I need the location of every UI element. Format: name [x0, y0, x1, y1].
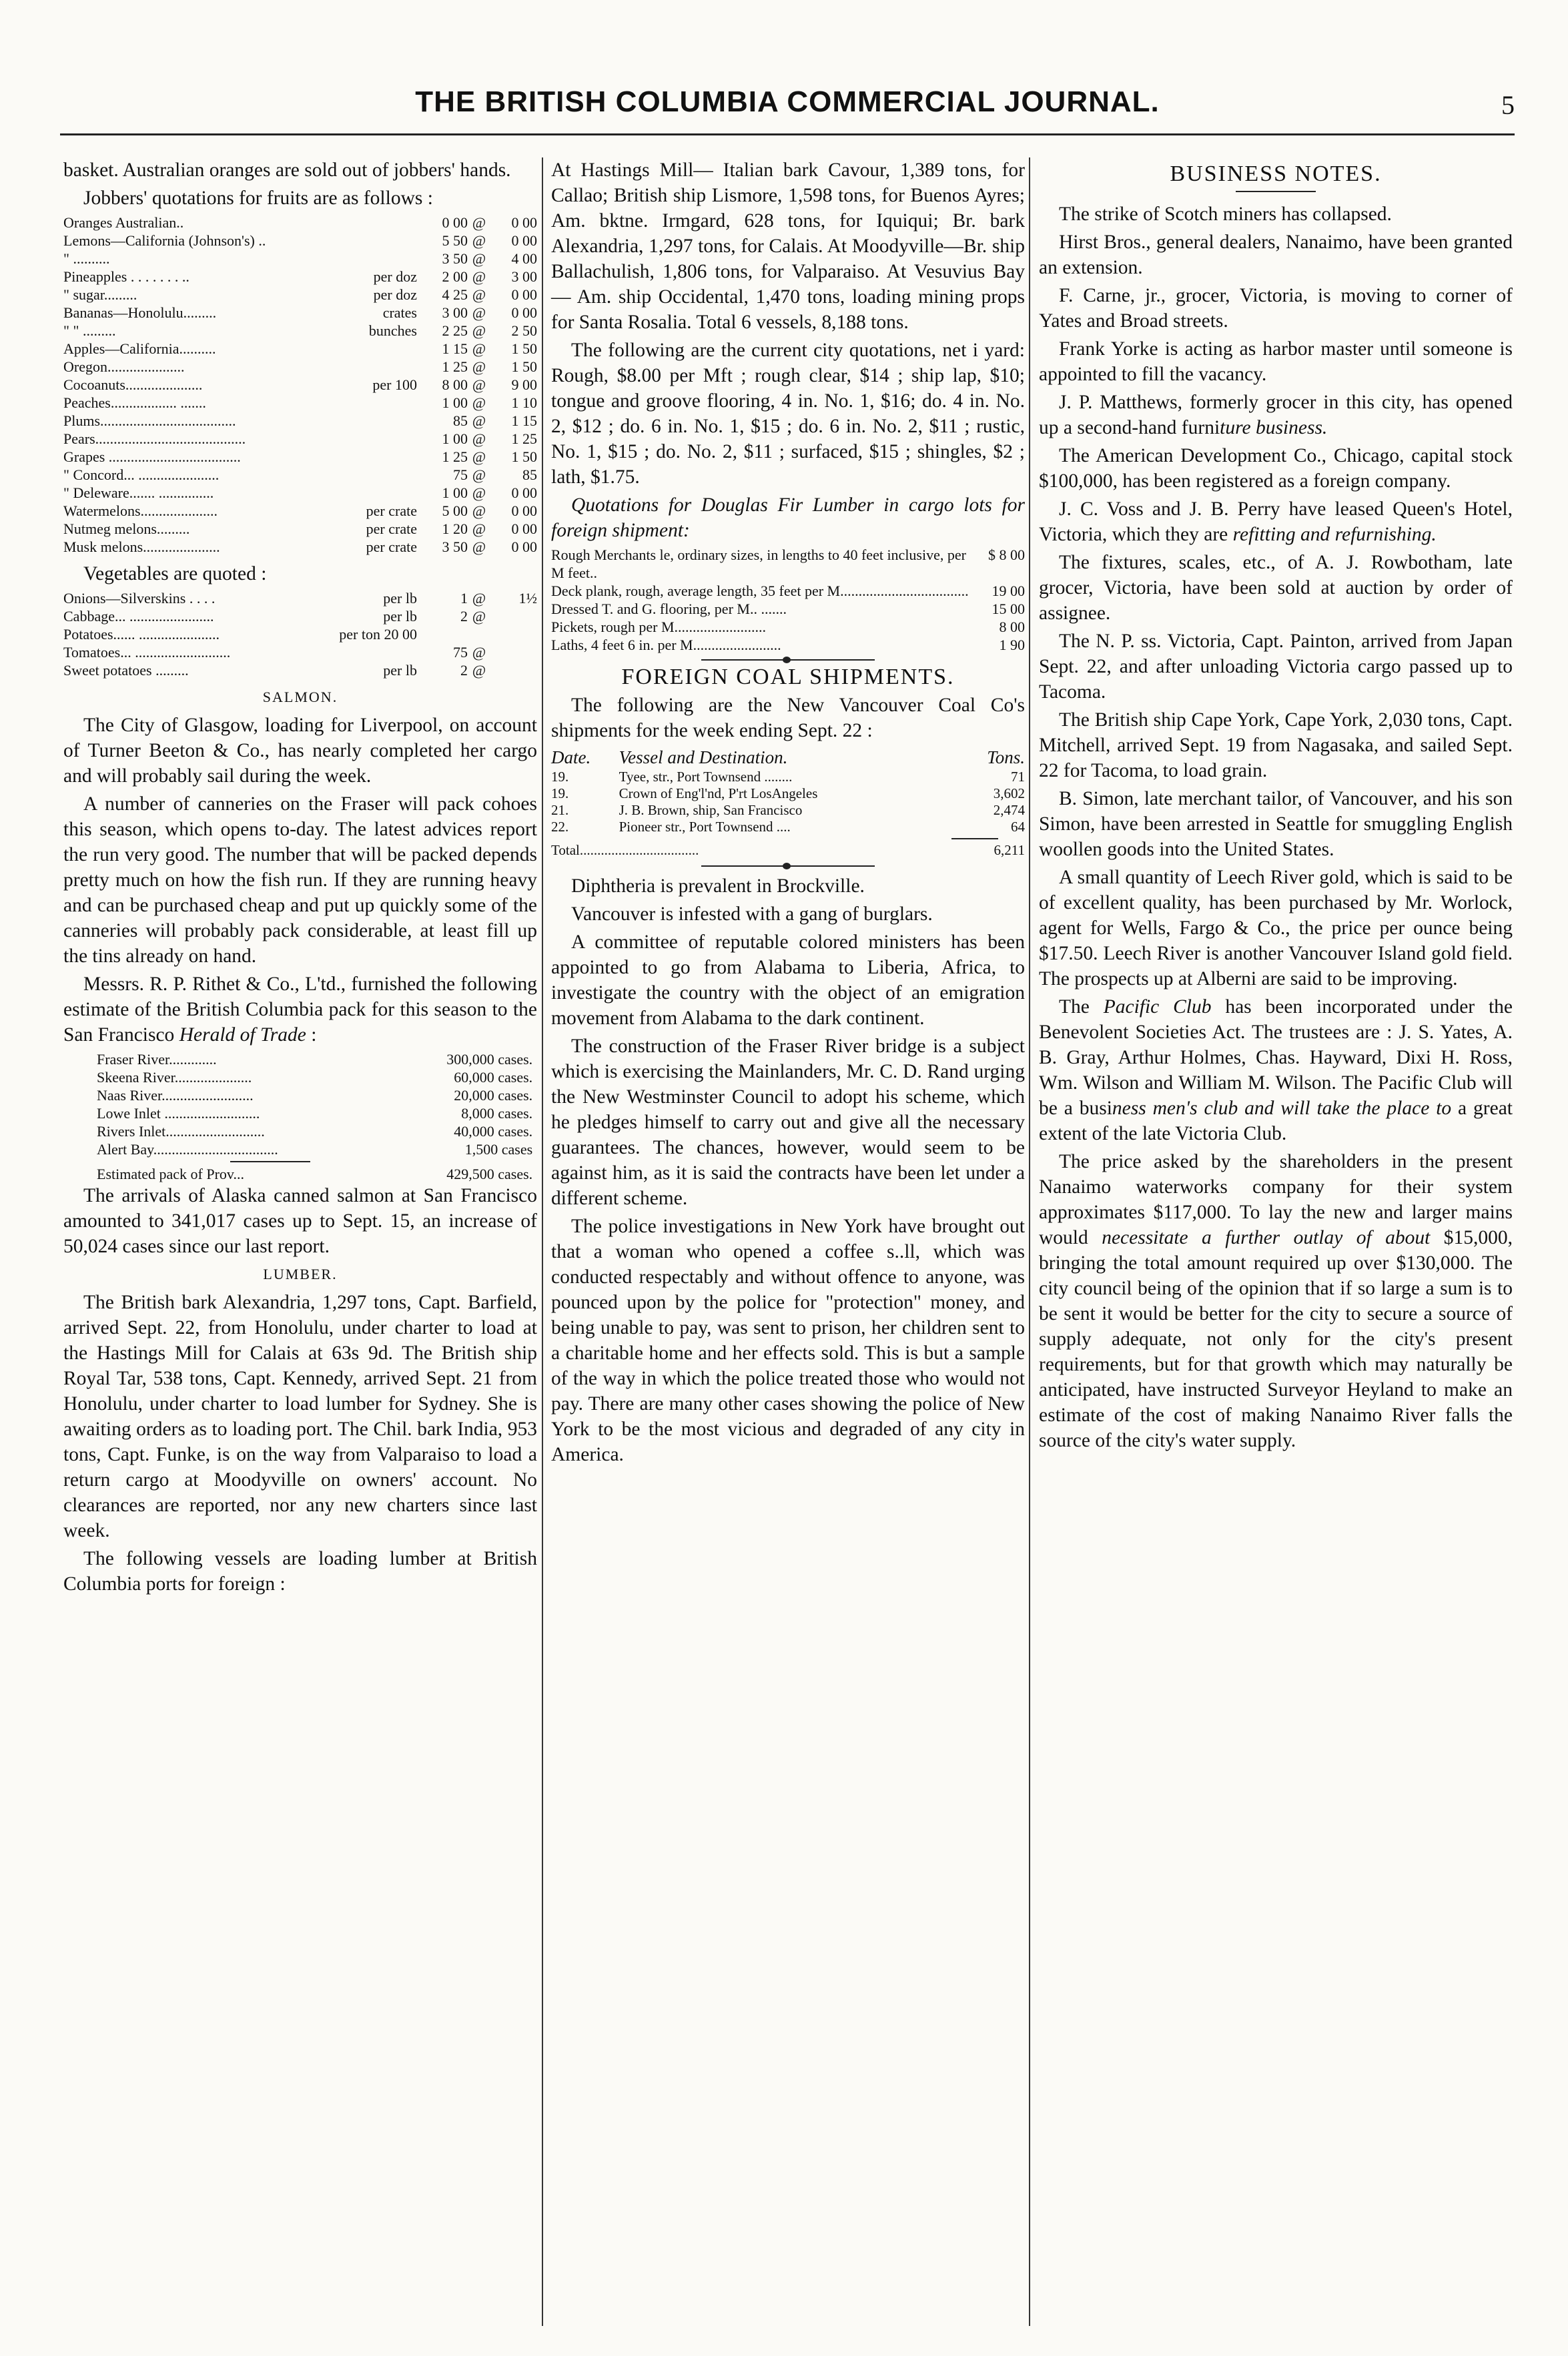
table-row [63, 661, 537, 679]
paragraph [1039, 496, 1513, 547]
ornamental-rule [701, 659, 875, 661]
table-cell: 1 25 [442, 358, 468, 375]
table-cell [304, 643, 421, 661]
table-cell [345, 484, 421, 502]
table-cell: Crown of Eng'l'nd, P'rt LosAngeles [619, 785, 818, 801]
table-cell: 75 [453, 644, 468, 661]
paragraph: The strike of Scotch miners has collapsed. [1059, 204, 1392, 225]
paragraph: Quotations for Douglas Fir Lumber in cargo lots for foreign shipment: [551, 494, 1025, 541]
paragraph: F. Carne, jr., grocer, Victoria, is moving to corner of Yates and Broad streets. [1039, 285, 1513, 332]
column-header: Date. [551, 747, 591, 767]
table-cell [345, 412, 421, 430]
paragraph: Frank Yorke is acting as harbor master until someone is appointed to fill the vacancy. [1039, 338, 1513, 385]
table-cell: 1,500 cases [464, 1141, 533, 1158]
table-cell: Lemons—California (Johnson's) .. [63, 232, 266, 249]
table-cell: Cabbage... ....................... [63, 608, 214, 625]
table-cell: 22. [551, 819, 569, 835]
vegetable-quotations-table [63, 589, 537, 679]
column-divider-1 [542, 157, 543, 2326]
table-cell: 3 00 [442, 304, 468, 321]
table-row [63, 643, 537, 661]
table-row [551, 636, 1025, 654]
coal-shipments-table [551, 746, 1025, 835]
table-row [551, 819, 1025, 835]
table-row [63, 214, 537, 232]
table-row [551, 842, 1025, 859]
table-cell: 0 00 [511, 286, 537, 303]
table-cell: Nutmeg melons......... [63, 520, 190, 537]
table-row [63, 394, 537, 412]
table-row [97, 1050, 532, 1068]
table-cell: Musk melons..................... [63, 538, 220, 555]
table-cell: per lb [383, 662, 417, 679]
table-cell: Estimated pack of Prov... [97, 1166, 244, 1182]
table-row [97, 1086, 532, 1104]
at-sign: @ [472, 538, 486, 555]
table-cell: bunches [368, 322, 417, 339]
table-cell: 4 00 [511, 250, 537, 267]
table-cell: 2 50 [511, 322, 537, 339]
short-rule [1236, 191, 1316, 192]
table-cell: 1 50 [511, 358, 537, 375]
sum-rule [951, 838, 998, 839]
at-sign [468, 625, 490, 643]
salmon-pack-table [97, 1050, 532, 1158]
table-cell: Oregon..................... [63, 358, 185, 375]
table-cell: 19 00 [992, 582, 1025, 599]
at-sign: @ [472, 358, 486, 375]
table-cell: Lowe Inlet .......................... [97, 1105, 260, 1122]
at-sign: @ [472, 608, 486, 625]
table-cell [345, 358, 421, 376]
paragraph: The following are the New Vancouver Coal Co's shipments for the week ending Sept. 22 : [551, 695, 1025, 741]
table-cell: 3 50 [442, 250, 468, 267]
table-cell: 2 [460, 608, 468, 625]
table-cell: 20,000 cases. [454, 1087, 533, 1104]
table-row [551, 582, 1025, 600]
table-cell: 2 [460, 662, 468, 679]
table-cell: 64 [1011, 819, 1025, 835]
table-cell: J. B. Brown, ship, San Francisco [619, 802, 803, 818]
table-cell: Cocoanuts..................... [63, 376, 203, 393]
at-sign: @ [472, 376, 486, 393]
ornamental-rule [701, 865, 875, 867]
at-sign: @ [472, 322, 486, 339]
table-cell: Peaches.................. ....... [63, 394, 206, 411]
at-sign: @ [472, 250, 486, 267]
text-run: J. P. Matthews, formerly grocer in this city, has opened up a second-hand furni [1039, 392, 1513, 438]
table-row [63, 625, 537, 643]
table-cell: 60,000 cases. [454, 1069, 533, 1086]
at-sign: @ [472, 268, 486, 285]
table-cell: 1 50 [511, 448, 537, 465]
table-row [551, 618, 1025, 636]
paragraph: A small quantity of Leech River gold, which is said to be of excellent quality, has been purchased by Mr. Worlock, agent for Wells, Fargo & Co., the price per ounce being $17.50. Leech River is another Vancouver Island gold field. The prospects up at Alberni are said to be improving. [1039, 867, 1513, 990]
table-cell: " sugar......... [63, 286, 137, 303]
paragraph: Hirst Bros., general dealers, Nanaimo, have been granted an extension. [1039, 232, 1513, 278]
table-cell: Plums..................................... [63, 412, 236, 429]
table-cell: 8 00 [442, 376, 468, 393]
table-cell: per crate [366, 502, 417, 519]
douglas-fir-table [551, 546, 1025, 654]
table-cell [421, 625, 468, 643]
table-cell [490, 607, 537, 625]
paragraph: The American Development Co., Chicago, capital stock $100,000, has been registered as a foreign company. [1039, 445, 1513, 492]
at-sign: @ [472, 590, 486, 607]
at-sign: @ [472, 520, 486, 537]
table-cell: 0 00 [511, 214, 537, 231]
table-cell: per crate [366, 520, 417, 537]
table-row [63, 502, 537, 520]
paragraph: The arrivals of Alaska canned salmon at San Francisco amounted to 341,017 cases up to Sept. 15, an increase of 50,024 cases since our last report. [63, 1185, 537, 1257]
table-row [63, 358, 537, 376]
table-cell: 0 00 [442, 214, 468, 231]
table-row [97, 1165, 532, 1183]
table-row [63, 538, 537, 556]
table-cell: 71 [1011, 769, 1025, 785]
paragraph [1039, 1149, 1513, 1453]
table-cell: 0 00 [511, 484, 537, 501]
paragraph: The following vessels are loading lumber at British Columbia ports for foreign : [63, 1548, 537, 1595]
publication-name: Herald of Trade [179, 1024, 306, 1046]
at-sign: @ [472, 502, 486, 519]
table-cell: 5 00 [442, 502, 468, 519]
table-cell: 3 50 [442, 538, 468, 555]
table-cell: Tyee, str., Port Townsend ........ [619, 769, 793, 785]
table-cell: Pears......................................... [63, 430, 246, 447]
table-row [63, 466, 537, 484]
table-cell: Naas River......................... [97, 1087, 254, 1104]
table-cell: 3 00 [511, 268, 537, 285]
table-cell: Rough Merchants le, ordinary sizes, in lengths to 40 feet inclusive, per M feet.. [551, 546, 966, 581]
table-row [97, 1104, 532, 1122]
table-cell: 6,211 [994, 842, 1025, 858]
paragraph [63, 971, 537, 1048]
at-sign: @ [472, 412, 486, 429]
at-sign: @ [472, 340, 486, 357]
paragraph [1039, 994, 1513, 1146]
table-row [63, 484, 537, 502]
header-rule [60, 133, 1515, 135]
paragraph [1039, 390, 1513, 440]
at-sign: @ [472, 430, 486, 447]
section-heading-coal: FOREIGN COAL SHIPMENTS. [621, 665, 955, 689]
table-row [63, 232, 537, 250]
table-row [97, 1068, 532, 1086]
table-cell: 1 50 [511, 340, 537, 357]
at-sign: @ [472, 304, 486, 321]
table-cell: 3,602 [993, 785, 1025, 801]
table-cell: Watermelons..................... [63, 502, 218, 519]
at-sign: @ [472, 662, 486, 679]
table-cell: Pioneer str., Port Townsend .... [619, 819, 791, 835]
text-run: necessitate a further outlay of about [1102, 1227, 1431, 1248]
table-row [63, 412, 537, 430]
paragraph: basket. Australian oranges are sold out of jobbers' hands. [63, 159, 511, 181]
masthead-title: THE BRITISH COLUMBIA COMMERCIAL JOURNAL. [415, 85, 1160, 118]
table-cell: Skeena River..................... [97, 1069, 252, 1086]
paragraph: Vegetables are quoted : [83, 563, 267, 584]
table-row [63, 589, 537, 607]
table-cell [490, 643, 537, 661]
table-cell: 1 25 [442, 448, 468, 465]
paragraph: B. Simon, late merchant tailor, of Vancouver, and his son Simon, have been arrested in Seattle for smuggling English woollen goods into the United States. [1039, 788, 1513, 860]
table-cell: 19. [551, 769, 569, 785]
table-cell: per doz [373, 268, 417, 285]
table-cell: Apples—California.......... [63, 340, 216, 357]
salmon-pack-total [97, 1165, 532, 1183]
table-cell: 21. [551, 802, 569, 818]
text-run: ness men's club and will take the place to [1112, 1098, 1452, 1119]
text-run: ture business. [1220, 417, 1328, 438]
column-1 [63, 157, 537, 1599]
table-cell: 1 15 [511, 412, 537, 429]
table-row [97, 1122, 532, 1140]
at-sign: @ [472, 466, 486, 483]
table-cell [345, 340, 421, 358]
table-cell: Bananas—Honolulu......... [63, 304, 217, 321]
table-cell: 1 15 [442, 340, 468, 357]
at-sign: @ [472, 232, 486, 249]
table-row [63, 520, 537, 538]
table-cell: 0 00 [511, 232, 537, 249]
table-row [63, 322, 537, 340]
table-cell: 4 25 [442, 286, 468, 303]
table-cell: 40,000 cases. [454, 1123, 533, 1140]
table-cell: 0 00 [511, 538, 537, 555]
table-row [551, 785, 1025, 802]
coal-total [551, 842, 1025, 859]
paragraph: The British ship Cape York, Cape York, 2,030 tons, Capt. Mitchell, arrived Sept. 19 from Nagasaka, and sailed Sept. 22 for Tacoma, to load grain. [1039, 709, 1513, 781]
table-cell: Pickets, rough per M......................... [551, 619, 767, 635]
table-row [63, 250, 537, 268]
table-cell: " Deleware....... ............... [63, 484, 214, 501]
table-cell: Onions—Silverskins . . . . [63, 590, 216, 607]
section-heading-business-notes: BUSINESS NOTES. [1170, 161, 1382, 186]
table-cell: 1 00 [442, 484, 468, 501]
table-cell: 1 90 [999, 637, 1025, 653]
table-row [551, 600, 1025, 618]
table-cell: per crate [366, 538, 417, 555]
column-header: Vessel and Destination. [619, 747, 788, 767]
at-sign: @ [472, 214, 486, 231]
section-heading-salmon: SALMON. [262, 689, 338, 705]
paragraph: The City of Glasgow, loading for Liverpool, on account of Turner Beeton & Co., has nearly completed her cargo and will probably sail during the week. [63, 715, 537, 787]
fruit-quotations-table [63, 214, 537, 556]
table-cell: per ton 20 00 [339, 626, 417, 643]
table-cell: Dressed T. and G. flooring, per M.. ....... [551, 601, 787, 617]
paragraph: The following are the current city quotations, net i yard: Rough, $8.00 per Mft ; rough clear, $14 ; ship lap, $10; tongue and groove flooring, 4 in. No. 1, $16; do. 4 in. No. 2, $12 ; do. 6 in. No. 1, $15 ; do. 6 in. No. 2, $11 ; rustic, No. 1, $15 ; do. No. 2, $11 ; surfaced, $15 ; shingles, $2 ; lath, $1.75. [551, 340, 1025, 488]
table-row [551, 769, 1025, 785]
table-cell: Alert Bay.................................. [97, 1141, 278, 1158]
table-cell: per 100 [372, 376, 417, 393]
table-cell [490, 625, 537, 643]
section-heading-lumber: LUMBER. [263, 1266, 338, 1282]
column-2 [551, 157, 1025, 1470]
paragraph: A number of canneries on the Fraser will pack cohoes this season, which opens to-day. The latest advices report the run very good. The number that will be packed depends pretty much on how the fish run. If they are running heavy and can be purchased cheap and put up quickly some of the canneries will probably pack considerable, at least fill up the tins already on hand. [63, 793, 537, 967]
text-run: Pacific Club [1103, 996, 1212, 1018]
table-cell: Fraser River............. [97, 1051, 217, 1068]
table-cell: 15 00 [992, 601, 1025, 617]
column-3 [1039, 157, 1513, 1456]
table-cell [345, 466, 421, 484]
table-cell: 1 20 [442, 520, 468, 537]
table-cell: 8 00 [999, 619, 1025, 635]
table-cell: 1½ [518, 590, 537, 607]
text-run: $15,000, bringing the total amount required up over $130,000. The city council being of the opinion that if so large a sum is to be sent it would be better for the city to secure a source of supply adequate, not only for the city's present requirements, but for that growth which may naturally be anticipated, have instructed Surveyor Heyland to make an estimate of the cost of making Nanaimo River falls the source of the city's water supply. [1039, 1227, 1513, 1451]
table-cell: 75 [453, 466, 468, 483]
paragraph: Jobbers' quotations for fruits are as follows : [83, 187, 433, 209]
paragraph: Vancouver is infested with a gang of burglars. [571, 903, 933, 925]
page-number: 5 [1501, 90, 1515, 120]
paragraph: A committee of reputable colored ministers has been appointed to go from Alabama to Liberia, Africa, to investigate the country with the object of an emigration movement from Alabama to the dark continent. [551, 931, 1025, 1029]
table-cell: per lb [383, 608, 417, 625]
table-cell: 300,000 cases. [446, 1051, 533, 1068]
at-sign: @ [472, 286, 486, 303]
table-row [97, 1140, 532, 1158]
table-cell: 1 00 [442, 394, 468, 411]
table-cell: Grapes .................................... [63, 448, 241, 465]
table-cell: 0 00 [511, 304, 537, 321]
table-cell: " " ......... [63, 322, 116, 339]
table-cell: 0 00 [511, 520, 537, 537]
table-cell: 1 10 [511, 394, 537, 411]
table-row [63, 340, 537, 358]
table-cell: 85 [453, 412, 468, 429]
page-header [60, 85, 1515, 125]
text-run: The price asked by the shareholders in the present Nanaimo waterworks company for their system approximates $117,000. To lay the new and larger mains would [1039, 1151, 1513, 1248]
column-header: Tons. [987, 747, 1025, 767]
table-row [551, 802, 1025, 819]
table-cell: 1 [460, 590, 468, 607]
table-cell: 0 00 [511, 502, 537, 519]
column-divider-2 [1029, 157, 1030, 2326]
paragraph: The N. P. ss. Victoria, Capt. Painton, arrived from Japan Sept. 22, and after unloading Victoria cargo passed up to Tacoma. [1039, 631, 1513, 703]
text-run: a great extent of the late Victoria Club. [1039, 1098, 1513, 1144]
table-cell [345, 232, 421, 250]
table-cell: Pineapples . . . . . . . .. [63, 268, 189, 285]
paragraph: The fixtures, scales, etc., of A. J. Rowbotham, late grocer, Victoria, have been sold at auction by order of assignee. [1039, 552, 1513, 624]
table-row [63, 448, 537, 466]
table-row [63, 268, 537, 286]
text-run: J. C. Voss and J. B. Perry have leased Queen's Hotel, Victoria, which they are [1039, 498, 1513, 545]
sum-rule [230, 1161, 310, 1162]
paragraph: Diphtheria is prevalent in Brockville. [571, 875, 865, 897]
paragraph: The British bark Alexandria, 1,297 tons, Capt. Barfield, arrived Sept. 22, from Honolulu, under charter to load at the Hastings Mill for Calais at 63s 9d. The British ship Royal Tar, 538 tons, Capt. Kennedy, arrived Sept. 21 from Honolulu, under charter to load lumber for Sydney. She is awaiting orders as to loading port. The Chil. bark India, 953 tons, Capt. Funke, is on the way from Valparaiso to load a return cargo at Moodyville on owners' account. No clearances are reported, nor any new charters since last week. [63, 1292, 537, 1541]
table-row [63, 430, 537, 448]
table-header-row [551, 746, 1025, 769]
table-cell: 1 25 [511, 430, 537, 447]
table-cell: per doz [373, 286, 417, 303]
table-cell [345, 448, 421, 466]
table-cell: 2 25 [442, 322, 468, 339]
table-cell: per lb [383, 590, 417, 607]
table-row [63, 607, 537, 625]
table-cell [345, 394, 421, 412]
table-cell: 2 00 [442, 268, 468, 285]
at-sign: @ [472, 448, 486, 465]
text-run: Messrs. R. P. Rithet & Co., L'td., furnished the following estimate of the British Columbia pack for this season to the San Francisco [63, 973, 537, 1046]
text-run: The [1059, 996, 1104, 1018]
table-cell: Sweet potatoes ......... [63, 662, 189, 679]
at-sign: @ [472, 484, 486, 501]
table-cell [345, 430, 421, 448]
table-row [551, 546, 1025, 582]
paragraph: The police investigations in New York have brought out that a woman who opened a coffee s..ll, which was conducted respectably and without offence to anyone, was pounced upon by the police for "protection" money, and being unable to pay, was sent to prison, her children sent to a charitable home and her effects sold. This is but a sample of the way in which the police treated those who would not pay. There are many other cases showing the police of New York to be the most vicious and degraded of any city in America. [551, 1216, 1025, 1465]
at-sign: @ [472, 394, 486, 411]
table-cell: $ 8 00 [988, 546, 1025, 563]
table-cell: 19. [551, 785, 569, 801]
table-cell: Oranges Australian.. [63, 214, 184, 231]
table-cell: 429,500 cases. [446, 1166, 533, 1182]
table-row [63, 304, 537, 322]
text-run: has been incorporated under the Benevolent Societies Act. The trustees are : J. S. Yates, A. B. Gray, Arthur Holmes, Chas. Hayward, Dixi H. Ross, Wm. Wilson and William M. Wilson. The Pacific Club will be a busi [1039, 996, 1513, 1119]
table-cell: 8,000 cases. [461, 1105, 533, 1122]
table-cell [345, 214, 421, 232]
paragraph: The construction of the Fraser River bridge is a subject which is exercising the Mainlanders, Mr. C. D. Rand urging the New Westminster Council to adopt his scheme, which he pledges himself to carry out and give all the necessary guarantees. The chances, however, would seem to be against him, as it is said the contracts have been let under a different scheme. [551, 1036, 1025, 1209]
text-run: refitting and refurnishing. [1232, 524, 1437, 545]
table-cell: 9 00 [511, 376, 537, 393]
table-cell: " Concord... ...................... [63, 466, 220, 483]
table-cell: 5 50 [442, 232, 468, 249]
table-cell: 2,474 [993, 802, 1025, 818]
table-cell: Deck plank, rough, average length, 35 feet per M................................... [551, 582, 969, 599]
table-cell: Rivers Inlet........................... [97, 1123, 265, 1140]
table-row [63, 376, 537, 394]
table-cell: Laths, 4 feet 6 in. per M........................ [551, 637, 781, 653]
table-cell: " .......... [63, 250, 110, 267]
paragraph: At Hastings Mill— Italian bark Cavour, 1,389 tons, for Callao; British ship Lismore, 1,598 tons, for Buenos Ayres; Am. bktne. Irmgard, 628 tons, for Iquiqui; Br. bark Alexandria, 1,297 tons, for Calais. At Moodyville—Br. ship Ballachulish, 1,806 tons, for Valparaiso. At Vesuvius Bay — Am. ship Occidental, 1,470 tons, loading mining props for Santa Rosalia. Total 6 vessels, 8,188 tons. [551, 159, 1025, 333]
table-cell [345, 250, 421, 268]
table-row [63, 286, 537, 304]
table-cell: Tomatoes... .......................... [63, 644, 231, 661]
text-run: : [306, 1024, 317, 1046]
table-cell: 85 [522, 466, 537, 483]
at-sign: @ [472, 644, 486, 661]
table-cell: crates [382, 304, 417, 321]
table-cell [490, 661, 537, 679]
table-cell: Potatoes...... ...................... [63, 626, 220, 643]
table-cell: Total.................................. [551, 842, 699, 858]
table-cell: 1 00 [442, 430, 468, 447]
